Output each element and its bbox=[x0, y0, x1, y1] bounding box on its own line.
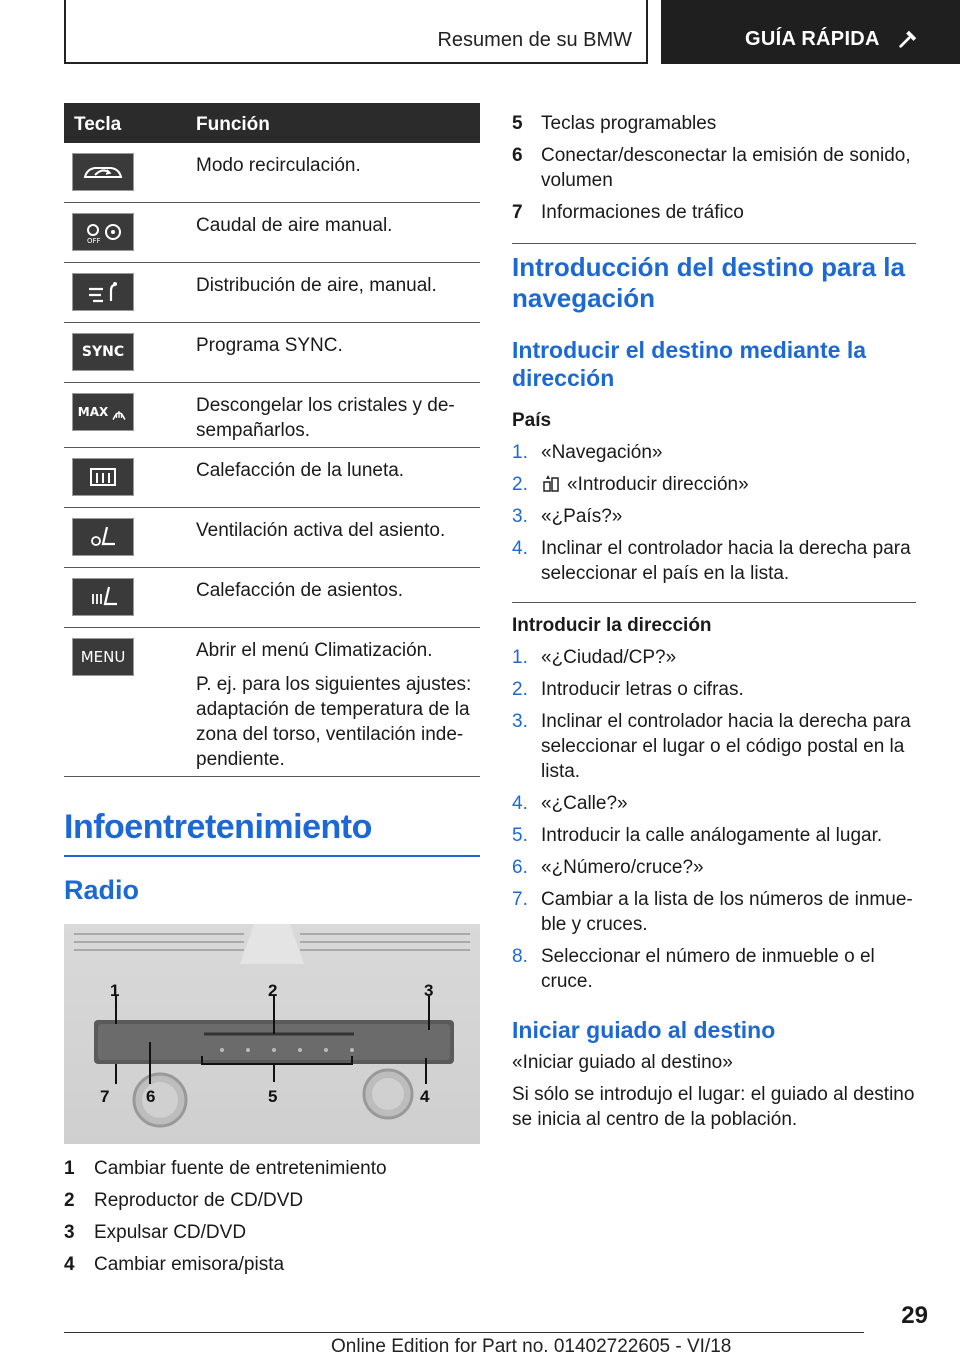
table-row bbox=[64, 323, 480, 383]
address-steps bbox=[512, 645, 916, 994]
function-text: Modo recirculación. bbox=[196, 155, 361, 176]
list-item: 2 Reproductor de CD/DVD bbox=[64, 1190, 304, 1211]
function-text: Ventilación activa del asiento. bbox=[196, 520, 446, 541]
photo-label: 1 bbox=[110, 981, 120, 1000]
table-row bbox=[64, 508, 480, 568]
col-function-header: Función bbox=[196, 114, 270, 135]
rear-defrost-icon bbox=[72, 458, 134, 496]
list-item: 4. «¿Calle?» bbox=[512, 793, 628, 814]
list-item: 3. «¿País?» bbox=[512, 506, 623, 527]
table-row bbox=[64, 203, 480, 263]
right-column bbox=[512, 111, 916, 1139]
table-row bbox=[64, 263, 480, 323]
address-heading: Introducir la dirección bbox=[512, 615, 712, 636]
table-row bbox=[64, 143, 480, 203]
list-item: 2. «Introducir dirección» bbox=[512, 474, 749, 495]
photo-label: 6 bbox=[146, 1087, 156, 1106]
list-item: 3 Expulsar CD/DVD bbox=[64, 1222, 247, 1243]
air-distribution-icon bbox=[72, 273, 134, 311]
function-text-detail: P. ej. para los siguientes ajustes: adaptación de temperatura de la zona del torso, ventilación independiente. bbox=[196, 674, 472, 770]
table-header bbox=[64, 103, 480, 143]
table-row bbox=[64, 628, 480, 777]
photo-label: 3 bbox=[424, 981, 434, 1000]
photo-label: 7 bbox=[100, 1087, 110, 1106]
list-item: 5. Introducir la calle análogamente al lugar. bbox=[512, 825, 883, 846]
list-item: 6 Conectar/desconectar la emisión de sonido, volumen bbox=[512, 145, 911, 191]
photo-label: 4 bbox=[420, 1087, 430, 1106]
list-item: 4 Cambiar emisora/pista bbox=[64, 1254, 285, 1275]
table-row bbox=[64, 568, 480, 628]
radio-panel-photo bbox=[64, 924, 480, 1144]
list-item: 5 Teclas programables bbox=[512, 113, 717, 134]
radio-title: Radio bbox=[64, 875, 140, 905]
function-text: Descongelar los cristales y desempañarlos. bbox=[196, 395, 455, 441]
header-title: Resumen de su BMW bbox=[437, 29, 632, 51]
function-text: Programa SYNC. bbox=[196, 335, 343, 356]
recirculation-icon bbox=[72, 153, 134, 191]
header-section-title: GUÍA RÁPIDA bbox=[745, 28, 880, 50]
divider bbox=[512, 243, 916, 244]
start-guidance-heading: Iniciar guiado al destino bbox=[512, 1017, 776, 1043]
nav-heading: Introducción del destino para la navegación bbox=[512, 252, 905, 313]
menu-key-icon bbox=[72, 638, 134, 676]
start-guidance-note: Si sólo se introdujo el lugar: el guiado al destino se inicia al centro de la población. bbox=[512, 1084, 915, 1130]
col-key-header: Tecla bbox=[74, 114, 122, 135]
fan-manual-icon bbox=[72, 213, 134, 251]
list-item: 7 Informaciones de tráfico bbox=[512, 202, 744, 223]
list-item: 3. Inclinar el controlador hacia la derecha para seleccionar el lugar o el código postal en la lista. bbox=[512, 711, 911, 782]
start-guidance-text: «Iniciar guiado al destino» bbox=[512, 1052, 733, 1073]
table-row bbox=[64, 383, 480, 448]
list-item: 7. Cambiar a la lista de los números de inmueble y cruces. bbox=[512, 889, 913, 935]
radio-legend bbox=[64, 1156, 480, 1284]
list-item: 2. Introducir letras o cifras. bbox=[512, 679, 744, 700]
header-left-box bbox=[64, 0, 648, 64]
function-text: Calefacción de asientos. bbox=[196, 580, 404, 601]
photo-label: 5 bbox=[268, 1087, 278, 1106]
function-text: Calefacción de la luneta. bbox=[196, 460, 405, 481]
list-item: 4. Inclinar el controlador hacia la derecha para seleccionar el país en la lista. bbox=[512, 538, 911, 584]
list-item: 8. Seleccionar el número de inmueble o el cruce. bbox=[512, 946, 875, 992]
seat-heating-icon bbox=[72, 578, 134, 616]
header-section-tab bbox=[661, 0, 960, 64]
footer-rule bbox=[64, 1332, 864, 1333]
divider bbox=[512, 602, 916, 603]
page-number: 29 bbox=[901, 1302, 928, 1329]
function-text: Abrir el menú Climatización. bbox=[196, 640, 433, 661]
country-heading: País bbox=[512, 410, 552, 431]
sync-key-icon bbox=[72, 333, 134, 371]
list-item: 1. «¿Ciudad/CP?» bbox=[512, 647, 677, 668]
photo-label: 2 bbox=[268, 981, 278, 1000]
list-item: 6. «¿Número/cruce?» bbox=[512, 857, 704, 878]
key-label: MENU bbox=[80, 648, 126, 666]
list-item: 1. «Navegación» bbox=[512, 442, 663, 463]
list-item: 1 Cambiar fuente de entretenimiento bbox=[64, 1158, 387, 1179]
climate-key-table bbox=[64, 103, 480, 777]
key-label: MAX bbox=[77, 405, 109, 419]
function-text: Caudal de aire manual. bbox=[196, 215, 393, 236]
nav-subheading: Introducir el destino mediante la dirección bbox=[512, 337, 867, 391]
footer-edition: Online Edition for Part no. 01402722605 - VI/18 bbox=[331, 1336, 732, 1357]
table-row bbox=[64, 448, 480, 508]
svg-text:OFF: OFF bbox=[87, 237, 101, 245]
country-steps bbox=[512, 440, 916, 586]
address-input-icon bbox=[541, 473, 561, 493]
max-defrost-icon bbox=[72, 393, 134, 431]
key-label: SYNC bbox=[81, 344, 125, 360]
quick-guide-icon bbox=[897, 28, 919, 50]
section-title: Infoentretenimiento bbox=[64, 808, 480, 857]
function-text: Distribución de aire, manual. bbox=[196, 275, 437, 296]
seat-ventilation-icon bbox=[72, 518, 134, 556]
